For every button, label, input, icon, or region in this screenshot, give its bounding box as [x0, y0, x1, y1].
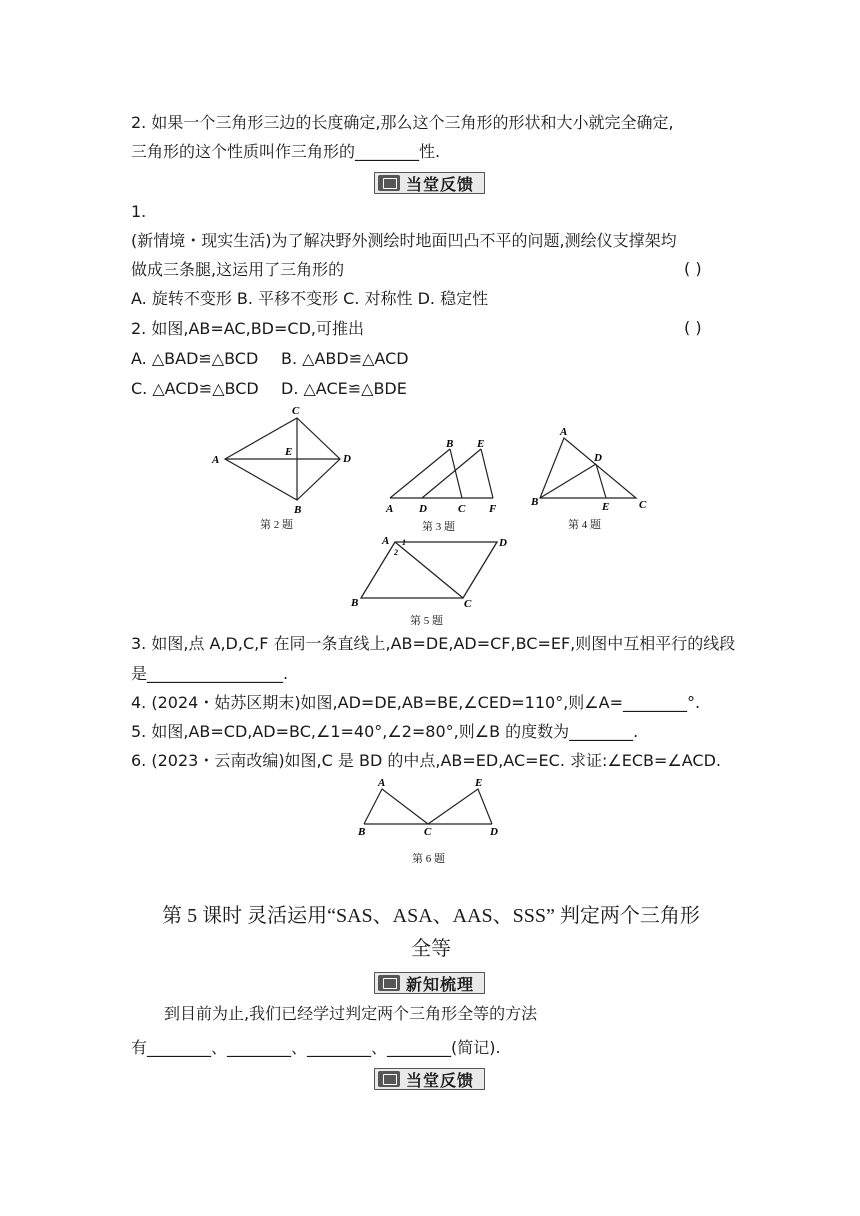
figure-3 — [380, 436, 505, 518]
label-b: B — [358, 826, 366, 838]
q2-option-b: B. △ABD≌△ACD — [281, 349, 409, 368]
label-e: E — [285, 446, 293, 458]
caption-figure-4: 第 4 题 — [568, 519, 601, 531]
label-e: E — [477, 438, 485, 450]
q6-text: 6. (2023・云南改编)如图,C 是 BD 的中点,AB=ED,AC=EC. 求证:∠ECB=∠ACD. — [131, 751, 721, 770]
label-b: B — [446, 438, 454, 450]
label-c: C — [639, 499, 647, 511]
q4-text: 4. (2024・姑苏区期末)如图,AD=DE,AB=BE,∠CED=110°,则∠A=________°. — [131, 693, 701, 712]
figure-2 — [205, 400, 355, 515]
label-f: F — [489, 503, 497, 515]
label-d: D — [499, 537, 507, 549]
feedback-banner-2-label: 当堂反馈 — [406, 1070, 475, 1090]
q2-answer-paren: ( ) — [684, 318, 702, 337]
caption-figure-5: 第 5 题 — [410, 615, 443, 627]
label-angle-2: 2 — [394, 548, 398, 557]
label-a: A — [386, 503, 394, 515]
label-a: A — [560, 426, 568, 438]
review-line2: 有________、________、________、________(简记). — [131, 1038, 501, 1057]
pencil-icon — [378, 175, 400, 191]
q2-option-a: A. △BAD≌△BCD — [131, 349, 259, 368]
label-c: C — [464, 598, 472, 610]
lesson-title-line1: 第 5 课时 灵活运用“SAS、ASA、AAS、SSS” 判定两个三角形 — [162, 905, 700, 927]
label-d: D — [343, 453, 351, 465]
q1-options: A. 旋转不变形 B. 平移不变形 C. 对称性 D. 稳定性 — [131, 289, 489, 308]
review-banner-label: 新知梳理 — [406, 974, 475, 994]
q3-line1: 3. 如图,点 A,D,C,F 在同一条直线上,AB=DE,AD=CF,BC=EF,则图中互相平行的线段 — [131, 634, 736, 653]
pencil-icon — [378, 1071, 400, 1087]
figure-5 — [345, 532, 520, 610]
top-q2-line2: 三角形的这个性质叫作三角形的________性. — [131, 142, 441, 161]
q1-line1: (新情境・现实生活)为了解决野外测绘时地面凹凸不平的问题,测绘仪支撑架均 — [131, 231, 677, 250]
label-b: B — [294, 504, 302, 515]
label-c: C — [458, 503, 466, 515]
label-a: A — [382, 535, 390, 547]
q1-number: 1. — [131, 202, 147, 221]
feedback-banner — [374, 172, 485, 194]
label-b: B — [531, 496, 539, 508]
label-a: A — [378, 777, 386, 789]
q5-text: 5. 如图,AB=CD,AD=BC,∠1=40°,∠2=80°,则∠B 的度数为________. — [131, 722, 639, 741]
figure-4 — [528, 422, 652, 514]
caption-figure-3: 第 3 题 — [422, 521, 455, 533]
q2-option-c: C. △ACD≌△BCD — [131, 379, 259, 398]
figure-6 — [352, 772, 507, 842]
label-e: E — [602, 501, 610, 513]
label-a: A — [212, 454, 220, 466]
q1-line2: 做成三条腿,这运用了三角形的 — [131, 260, 345, 279]
caption-figure-2: 第 2 题 — [260, 519, 293, 531]
label-b: B — [351, 597, 359, 609]
lesson-title-line2: 全等 — [411, 938, 451, 960]
caption-figure-6: 第 6 题 — [412, 853, 445, 865]
label-d: D — [419, 503, 427, 515]
label-c: C — [292, 405, 300, 417]
q2-option-d: D. △ACE≌△BDE — [281, 379, 407, 398]
label-e: E — [475, 777, 483, 789]
q3-line2: 是_________________. — [131, 664, 289, 683]
label-d: D — [490, 826, 498, 838]
review-line1: 到目前为止,我们已经学过判定两个三角形全等的方法 — [164, 1004, 538, 1023]
top-q2-line1: 2. 如果一个三角形三边的长度确定,那么这个三角形的形状和大小就完全确定, — [131, 113, 674, 132]
feedback-banner-2 — [374, 1068, 485, 1090]
q1-answer-paren: ( ) — [684, 259, 702, 278]
q2-stem: 2. 如图,AB=AC,BD=CD,可推出 — [131, 319, 364, 338]
review-banner — [374, 972, 485, 994]
book-icon — [378, 975, 400, 991]
feedback-banner-label: 当堂反馈 — [406, 174, 475, 194]
label-c: C — [424, 826, 432, 838]
label-d: D — [594, 452, 602, 464]
label-angle-1: 1 — [402, 538, 406, 547]
